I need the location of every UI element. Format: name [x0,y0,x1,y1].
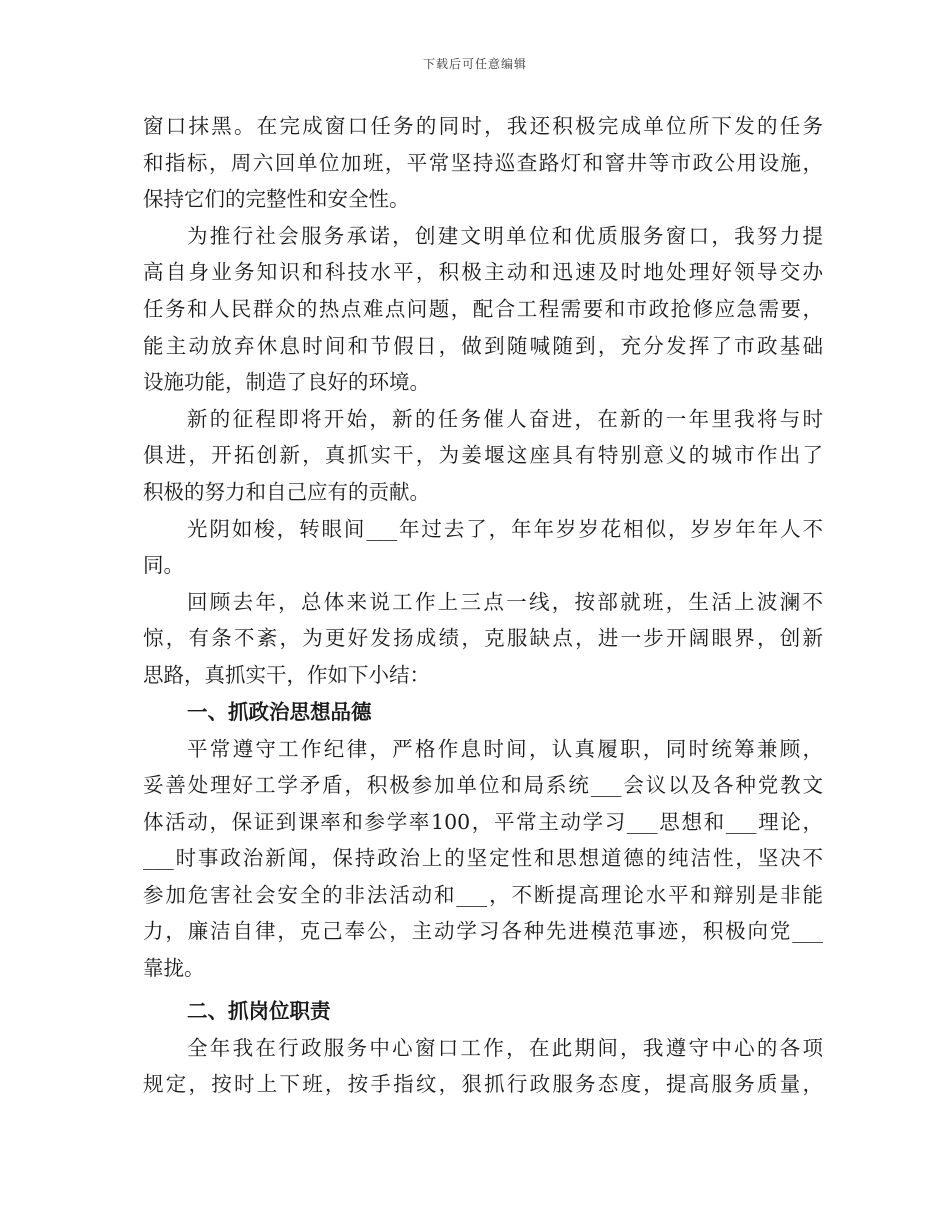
paragraph-3 [143,401,823,511]
paragraph-line: 参加危害社会安全的非法活动和___，不断提高理论水平和辩别是非能 [143,882,823,907]
paragraph-line: 为推行社会服务承诺，创建文明单位和优质服务窗口，我努力提 [187,223,823,248]
paragraph-line: 妥善处理好工学矛盾，积极参加单位和局系统___会议以及各种党教文 [143,773,823,798]
paragraph-line: 回顾去年，总体来说工作上三点一线，按部就班，生活上波澜不 [187,589,823,614]
paragraph-line: 积极的努力和自己应有的贡献。 [143,479,430,504]
paragraph-line: 窗口抹黑。在完成窗口任务的同时，我还积极完成单位所下发的任务 [143,114,823,138]
paragraph-line: 惊，有条不紊，为更好发扬成绩，克服缺点，进一步开阔眼界，创新 [143,626,823,651]
paragraph-line: 高自身业务知识和科技水平，积极主动和迅速及时地处理好领导交办 [143,260,823,285]
paragraph-line: 平常遵守工作纪律，严格作息时间，认真履职，同时统筹兼顾， [187,736,823,761]
paragraph-line: 靠拢。 [143,956,205,981]
paragraph-5 [143,584,823,694]
paragraph-line: 规定，按时上下班，按手指纹，狠抓行政服务态度，提高服务质量， [143,1072,823,1097]
paragraph-line: 光阴如梭，转眼间___年过去了，年年岁岁花相似，岁岁年年人不 [187,516,823,541]
paragraph-line: 力，廉洁自律，克己奉公，主动学习各种先进模范事迹，积极向党___ [143,919,823,944]
paragraph-2 [143,218,823,401]
section-heading-1: 一、抓政治思想品德 [187,699,372,724]
page-header: 下载后可任意编辑 [422,57,527,71]
paragraph-line: 任务和人民群众的热点难点问题，配合工程需要和市政抢修应急需要， [143,296,823,321]
paragraph-line: 俱进，开拓创新，真抓实干，为姜堰这座具有特别意义的城市作出了 [143,443,823,468]
paragraph-line: 全年我在行政服务中心窗口工作，在此期间，我遵守中心的各项 [187,1035,823,1060]
paragraph-1 [143,108,823,218]
paragraph-line: 体活动，保证到课率和参学率100，平常主动学习___思想和___理论， [143,809,823,834]
paragraph-line: 能主动放弃休息时间和节假日，做到随喊随到，充分发挥了市政基础 [143,333,823,358]
paragraph-line: 同。 [143,553,184,578]
document-body [143,108,823,1103]
section-2-paragraph [143,1030,823,1103]
paragraph-line: 设施功能，制造了良好的环境。 [143,370,430,395]
paragraph-line: 保持它们的完整性和安全性。 [143,187,410,212]
paragraph-line: 思路，真抓实干，作如下小结： [143,662,430,687]
paragraph-line: 新的征程即将开始，新的任务催人奋进，在新的一年里我将与时 [187,406,823,431]
section-1-paragraph [143,731,823,987]
paragraph-4 [143,511,823,584]
paragraph-line: ___时事政治新闻，保持政治上的坚定性和思想道德的纯洁性，坚决不 [143,846,823,871]
section-heading-2: 二、抓岗位职责 [187,998,331,1023]
paragraph-line: 和指标，周六回单位加班，平常坚持巡查路灯和窨井等市政公用设施， [143,150,823,175]
